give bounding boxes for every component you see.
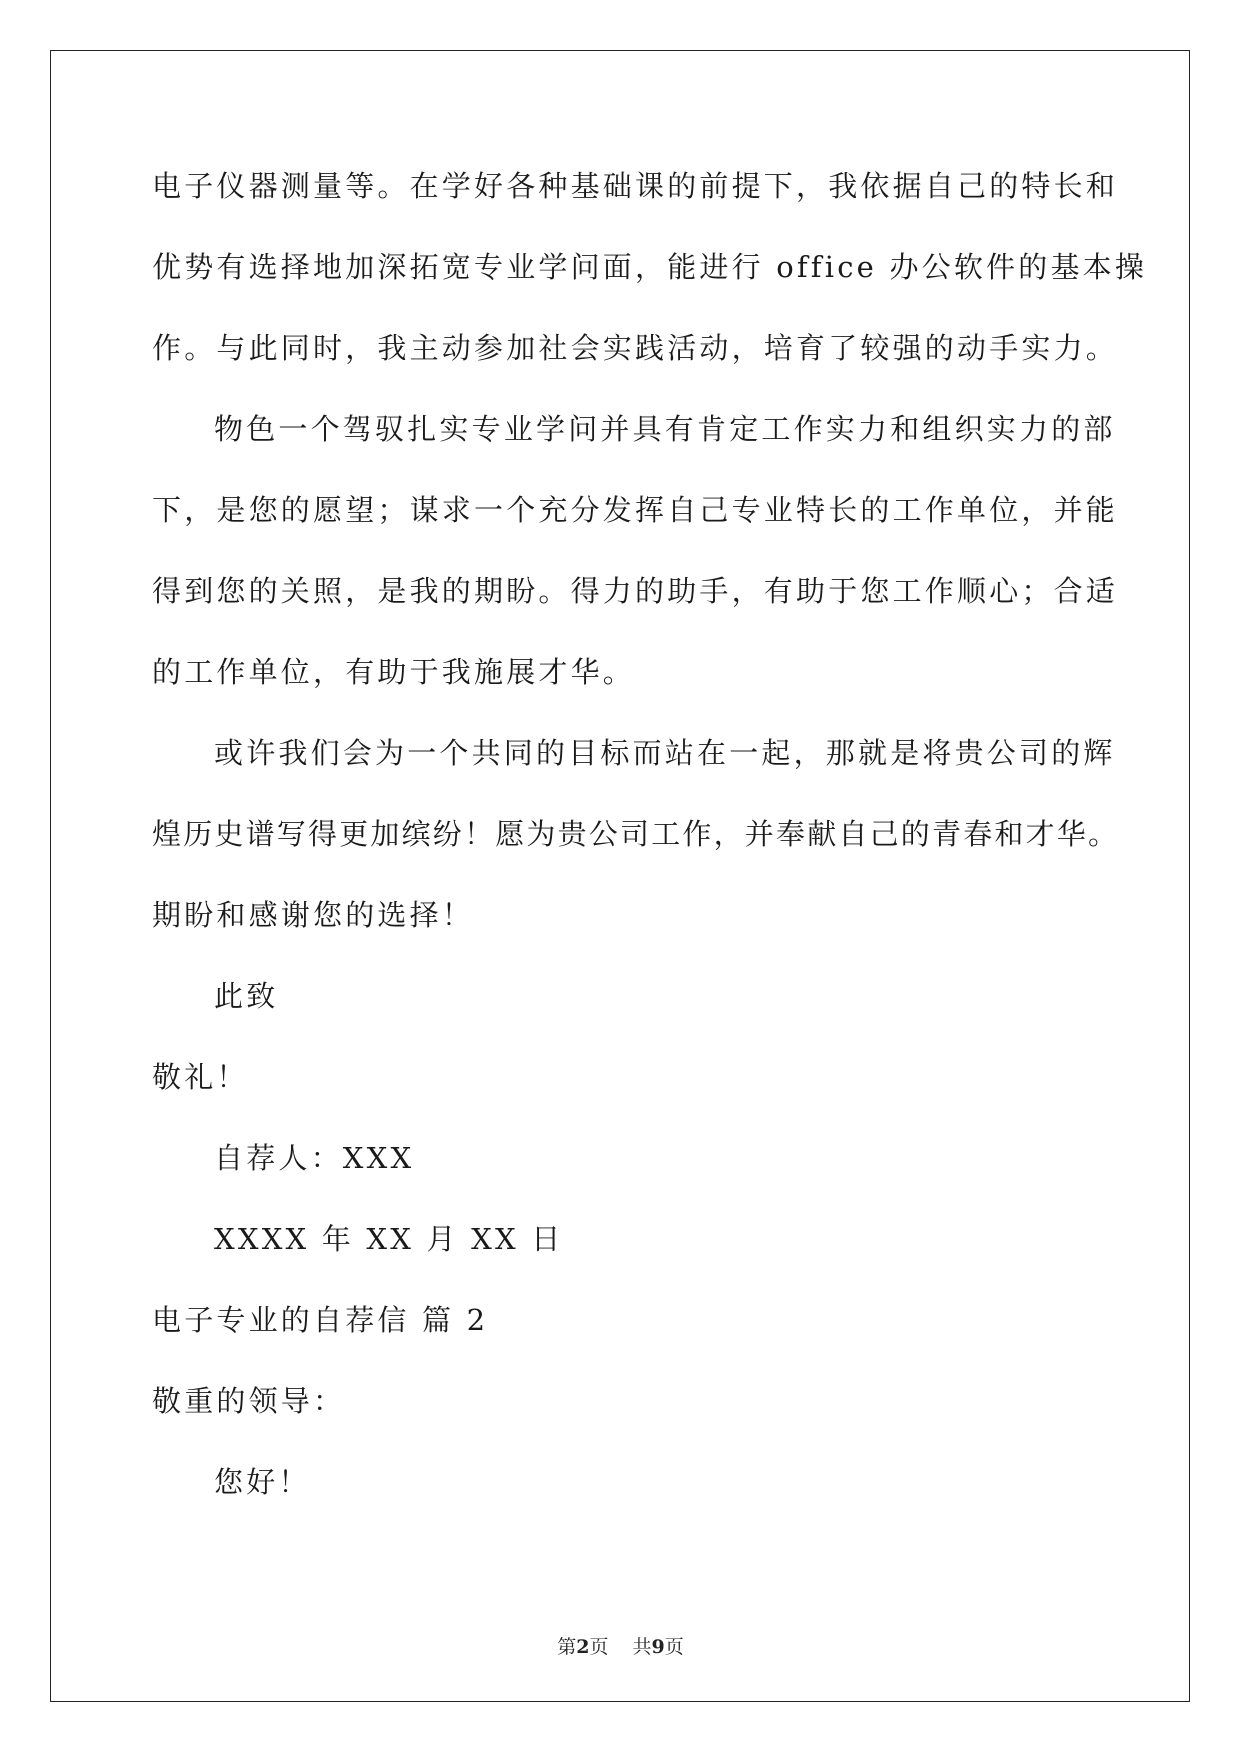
body-line: 物色一个驾驭扎实专业学问并具有肯定工作实力和组织实力的部 (214, 412, 1116, 446)
current-page-number: 2 (576, 1636, 590, 1658)
body-line: 煌历史谱写得更加缤纷！愿为贵公司工作，并奉献自己的青春和才华。 (152, 817, 1120, 851)
signature-line: 自荐人：XXX (214, 1141, 415, 1175)
closing-salutation: 此致 (214, 979, 279, 1013)
total-page-count: 9 (651, 1636, 665, 1658)
body-line: 电子仪器测量等。在学好各种基础课的前提下，我依据自己的特长和 (152, 169, 1119, 203)
body-line: 下，是您的愿望；谋求一个充分发挥自己专业特长的工作单位，并能 (152, 493, 1119, 527)
body-line: 得到您的关照，是我的期盼。得力的助手，有助于您工作顺心；合适 (152, 574, 1119, 608)
body-line: 期盼和感谢您的选择！ (152, 898, 475, 932)
greeting-line: 您好！ (214, 1465, 311, 1499)
body-line: 的工作单位，有助于我施展才华。 (152, 655, 636, 689)
greeting-line: 敬重的领导： (152, 1384, 346, 1418)
section-heading: 电子专业的自荐信 篇 2 (152, 1303, 489, 1337)
footer-total-suffix: 页 (664, 1636, 684, 1658)
footer-page-suffix: 页 (589, 1636, 609, 1658)
closing-regards: 敬礼！ (152, 1060, 249, 1094)
footer-total-prefix: 共 (632, 1636, 652, 1658)
document-body (152, 168, 1148, 1545)
body-line: 作。与此同时，我主动参加社会实践活动，培育了较强的动手实力。 (152, 331, 1119, 365)
footer-prefix: 第 (557, 1636, 577, 1658)
body-line: 或许我们会为一个共同的目标而站在一起，那就是将贵公司的辉 (214, 736, 1116, 770)
date-line: XXXX 年 XX 月 XX 日 (214, 1222, 564, 1256)
body-line: 优势有选择地加深拓宽专业学问面，能进行 office 办公软件的基本操 (152, 250, 1148, 284)
page-number-footer (0, 1632, 1241, 1659)
